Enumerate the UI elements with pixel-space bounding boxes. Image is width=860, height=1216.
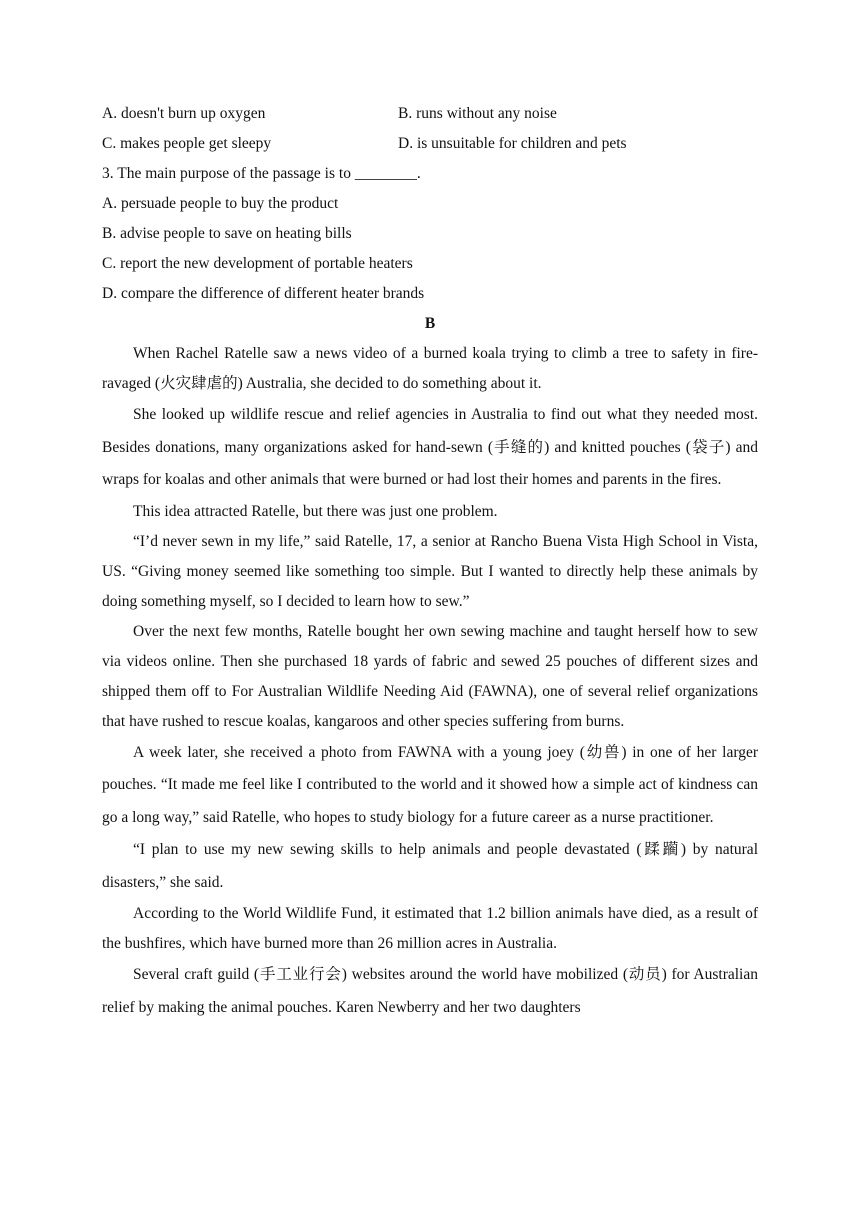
paragraph-4: “I’d never sewn in my life,” said Ratelle, 17, a senior at Rancho Buena Vista High School in Vista, US. “Giving money seemed like something too simple. But I wanted to directly help these animals by doing something myself, so I decided to learn how to sew.” <box>102 532 758 610</box>
q3-option-b: B. advise people to save on heating bills <box>102 225 352 242</box>
q2-option-d: D. is unsuitable for children and pets <box>398 135 627 152</box>
paragraph-2: She looked up wildlife rescue and relief agencies in Australia to find out what they needed most. Besides donations, many organizations asked for hand-sewn (手缝的) and knitted pouches (袋子) and wraps for koalas and other animals that were burned or had lost their homes and parents in the fires. <box>102 406 758 488</box>
q3-stem: 3. The main purpose of the passage is to ________. <box>102 165 421 182</box>
paragraph-1: When Rachel Ratelle saw a news video of a burned koala trying to climb a tree to safety in fire-ravaged (火灾肆虐的) Australia, she decided to do something about it. <box>102 345 758 392</box>
paragraph-8: According to the World Wildlife Fund, it estimated that 1.2 billion animals have died, as a result of the bushfires, which have burned more than 26 million acres in Australia. <box>102 905 758 952</box>
q2-option-c: C. makes people get sleepy <box>102 135 272 152</box>
paragraph-6: A week later, she received a photo from FAWNA with a young joey (幼兽) in one of her larger pouches. “It made me feel like I contributed to the world and it showed how a simple act of kindness can go a long way,” said Ratelle, who hopes to study biology for a future career as a nurse practitioner. <box>102 743 758 826</box>
paragraph-3: This idea attracted Ratelle, but there was just one problem. <box>133 502 498 520</box>
q2-option-b: B. runs without any noise <box>398 105 557 122</box>
q2-option-a: A. doesn't burn up oxygen <box>102 105 266 122</box>
document-content <box>102 99 758 1024</box>
q3-option-a: A. persuade people to buy the product <box>102 195 339 212</box>
paragraph-7: “I plan to use my new sewing skills to help animals and people devastated (蹂躏) by natural disasters,” she said. <box>102 841 758 891</box>
paragraph-5: Over the next few months, Ratelle bought her own sewing machine and taught herself how to sew via videos online. Then she purchased 18 yards of fabric and sewed 25 pouches of different sizes and shipped them off to For Australian Wildlife Needing Aid (FAWNA), one of several relief organizations that have rushed to rescue koalas, kangaroos and other species suffering from burns. <box>102 622 758 730</box>
paragraph-9: Several craft guild (手工业行会) websites around the world have mobilized (动员) for Australian relief by making the animal pouches. Karen Newberry and her two daughters <box>102 966 758 1016</box>
q3-option-d: D. compare the difference of different heater brands <box>102 285 425 302</box>
section-heading: B <box>424 315 436 332</box>
q2-options-row-2 <box>102 129 758 159</box>
q3-option-c: C. report the new development of portable heaters <box>102 255 413 272</box>
q2-options-row-1 <box>102 99 758 129</box>
